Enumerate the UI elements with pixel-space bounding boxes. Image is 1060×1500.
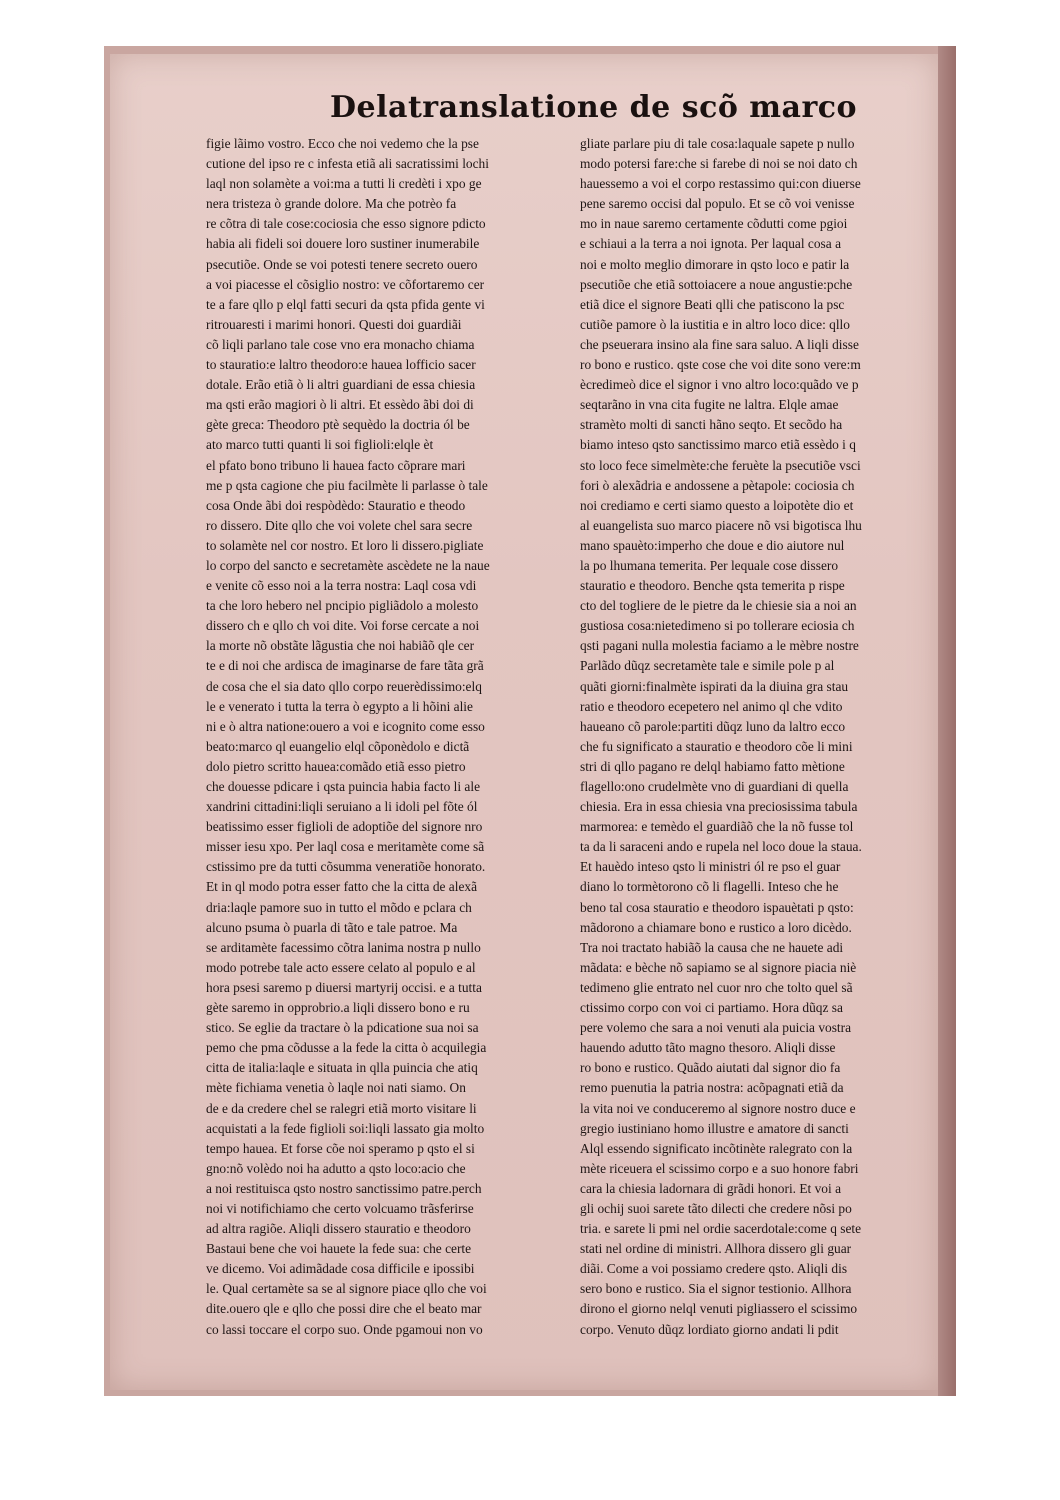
text-line: al euangelista suo marco piacere nõ vsi bigotisca lhu bbox=[580, 517, 862, 533]
text-line: ni e ò altra natione:ouero a voi e icognito come esso bbox=[206, 718, 485, 734]
text-line: a noi restituisca qsto nostro sanctissimo patre.perch bbox=[206, 1180, 482, 1196]
text-line: modo potrebe tale acto essere celato al populo e al bbox=[206, 959, 476, 975]
text-line: to stauratio:e laltro theodoro:e hauea lofficio sacer bbox=[206, 357, 476, 373]
text-line: gno:nõ volèdo noi ha adutto a qsto loco:acio che bbox=[206, 1160, 466, 1176]
text-line: pene saremo occisi dal populo. Et se cõ voi venisse bbox=[580, 196, 855, 212]
text-line: te a fare qllo p elql fatti securi da qsta pfida gente vi bbox=[206, 296, 485, 312]
text-line: mète riceuera el scissimo corpo e a suo honore fabri bbox=[580, 1160, 859, 1176]
text-line: dolo pietro scritto hauea:comãdo etiã esso pietro bbox=[206, 758, 466, 774]
text-line: re cõtra di tale cose:cociosia che esso signore pdicto bbox=[206, 216, 486, 232]
text-line: dissero ch e qllo ch voi dite. Voi forse cercate a noi bbox=[206, 618, 480, 634]
text-line: ta che loro hebero nel pncipio pigliãdolo a molesto bbox=[206, 598, 479, 614]
text-line: ctissimo corpo con voi ci partiamo. Hora dũqz sa bbox=[580, 1000, 843, 1016]
text-line: cõ liqli parlano tale cose vno era monacho chiama bbox=[206, 336, 475, 352]
text-line: biamo inteso qsto sanctissimo marco etiã essèdo i q bbox=[580, 437, 856, 453]
text-line: mète fichiama venetia ò laqle noi nati siamo. On bbox=[206, 1080, 466, 1096]
text-line: Tra noi tractato habiãõ la causa che ne hauete adi bbox=[580, 939, 844, 955]
text-line: ratio e theodoro ecepetero nel animo ql che vdito bbox=[580, 698, 843, 714]
text-line: corpo. Venuto dũqz lordiato giorno andati li pdit bbox=[580, 1321, 839, 1337]
text-line: sto loco fece simelmète:che feruète la psecutiõe vsci bbox=[580, 457, 861, 473]
text-line: le e venerato i tutta la terra ò egypto a li hõini alie bbox=[206, 698, 473, 714]
text-line: Alql essendo significato incõtinète ralegrato con la bbox=[580, 1140, 853, 1156]
text-line: beno tal cosa stauratio e theodoro ispauètati p qsto: bbox=[580, 899, 854, 915]
text-line: de cosa che el sia dato qllo corpo reuerèdissimo:elq bbox=[206, 678, 482, 694]
text-line: diãi. Come a voi possiamo credere qsto. Aliqli dis bbox=[580, 1261, 848, 1277]
text-line: tempo hauea. Et forse cõe noi speramo p qsto el si bbox=[206, 1140, 475, 1156]
text-line: Et hauèdo inteso qsto li ministri ól re pso el guar bbox=[580, 859, 841, 875]
text-line: to solamète nel cor nostro. Et loro li dissero.pigliate bbox=[206, 537, 484, 553]
text-line: beato:marco ql euangelio elql cõponèdolo e dictã bbox=[206, 738, 470, 754]
text-line: la morte nõ obstãte lãgustia che noi habiãõ qle cer bbox=[206, 638, 475, 654]
text-line: ato marco tutti quanti li soi figlioli:elqle èt bbox=[206, 437, 434, 453]
text-line: tria. e sarete li pmi nel ordie sacerdotale:come q sete bbox=[580, 1221, 862, 1237]
text-line: qsti pagani nulla molestia faciamo a le mèbre nostre bbox=[580, 638, 859, 654]
text-line: se arditamète facessimo cõtra lanima nostra p nullo bbox=[206, 939, 481, 955]
text-line: acquistati a la fede figlioli soi:liqli lassato gia molto bbox=[206, 1120, 485, 1136]
scanned-page-frame bbox=[104, 46, 956, 1396]
text-line: etiã dice el signore Beati qlli che patiscono la psc bbox=[580, 296, 845, 312]
text-line: cto del togliere de le pietre da le chiesie sia a noi an bbox=[580, 598, 857, 614]
text-line: hora psesi saremo p diuersi martyrij occisi. e a tutta bbox=[206, 979, 482, 995]
text-line: noi crediamo e certi siamo questo a loipotète dio et bbox=[580, 497, 854, 513]
text-line: ma qsti erão magiori ò li altri. Et essèdo ãbi doi di bbox=[206, 397, 474, 413]
text-line: cstissimo pre da tutti cõsumma veneratiõe honorato. bbox=[206, 859, 486, 875]
text-line: gliate parlare piu di tale cosa:laquale sapete p nullo bbox=[580, 136, 855, 151]
text-line: sero bono e rustico. Sia el signor testionio. Allhora bbox=[580, 1281, 852, 1297]
book-leaf bbox=[110, 54, 938, 1390]
text-line: pemo che pma cõdusse a la fede la citta ò acquilegia bbox=[206, 1040, 487, 1056]
text-line: mãdata: e bèche nõ sapiamo se al signore piacia niè bbox=[580, 959, 857, 975]
text-line: psecutiõe. Onde se voi potesti tenere secreto ouero bbox=[206, 256, 478, 272]
text-line: habia ali fideli soi douere loro sustiner inumerabile bbox=[206, 236, 480, 252]
text-line: el pfato bono tribuno li hauea facto cõprare mari bbox=[206, 457, 466, 473]
text-line: cosa Onde ãbi doi respòdèdo: Stauratio e theodo bbox=[206, 497, 466, 513]
text-line: dotale. Erão etiã ò li altri guardiani de essa chiesia bbox=[206, 377, 476, 393]
text-line: laql non solamète a voi:ma a tutti li credèti i xpo ge bbox=[206, 176, 482, 192]
text-line: ro bono e rustico. Quãdo aiutati dal signor dio fa bbox=[580, 1060, 841, 1076]
text-line: ritrouaresti i marimi honori. Questi doi guardiãi bbox=[206, 316, 462, 332]
text-line: misser iesu xpo. Per laql cosa e meritamète come sã bbox=[206, 839, 485, 855]
running-header: Delatranslatione de scõ marco bbox=[330, 90, 858, 125]
text-line: Bastaui bene che voi hauete la fede sua: che certe bbox=[206, 1241, 472, 1257]
text-line: dirono el giorno nelql venuti pigliassero el scissimo bbox=[580, 1301, 858, 1317]
text-line: ad altra ragiõe. Aliqli dissero stauratio e theodoro bbox=[206, 1221, 471, 1237]
text-line: gregio iustiniano homo illustre e amatore di sancti bbox=[580, 1120, 849, 1136]
text-line: hauessemo a voi el corpo restassimo qui:con diuerse bbox=[580, 176, 861, 192]
text-line: stati nel ordine di ministri. Allhora dissero gli guar bbox=[580, 1241, 852, 1257]
text-line: de e da credere chel se ralegri etiã morto visitare li bbox=[206, 1100, 477, 1116]
text-line: diano lo tormètorono cõ li flagelli. Inteso che he bbox=[580, 879, 839, 895]
text-line: marmorea: e temèdo el guardiãõ che la nõ fusse tol bbox=[580, 819, 854, 835]
text-line: quãti giorni:finalmète ispirati da la diuina gra stau bbox=[580, 678, 849, 694]
text-line: noi e molto meglio dimorare in qsto loco e patir la bbox=[580, 256, 850, 272]
text-line: che fu significato a stauratio e theodoro cõe li mini bbox=[580, 738, 853, 754]
text-line: cara la chiesia ladornara di grãdi honori. Et voi a bbox=[580, 1180, 842, 1196]
text-line: psecutiõe che etiã sottoiacere a noue angustie:pche bbox=[580, 276, 853, 292]
text-line: tedimeno glie entrato nel cuor nro che tolto quel sã bbox=[580, 979, 853, 995]
text-line: che douesse pdicare i qsta puincia habia facto li ale bbox=[206, 779, 481, 794]
text-line: hauendo adutto tãto magno thesoro. Aliqli disse bbox=[580, 1040, 836, 1056]
text-line: mãdorono a chiamare bono e rustico a loro dicèdo. bbox=[580, 919, 852, 935]
text-line: Et in ql modo potra esser fatto che la citta de alexã bbox=[206, 879, 478, 895]
text-line: flagello:ono crudelmète vno di guardiani di quella bbox=[580, 779, 849, 794]
text-line: mano spauèto:imperho che doue e dio aiutore nul bbox=[580, 537, 845, 553]
left-text-column bbox=[206, 134, 572, 1340]
text-line: mo in naue saremo certamente cõdutti come pgioi bbox=[580, 216, 848, 232]
text-line: pere volemo che sara a noi venuti ala puicia vostra bbox=[580, 1020, 852, 1036]
text-line: dite.ouero qle e qllo che possi dire che el beato mar bbox=[206, 1301, 482, 1317]
text-line: gustiosa cosa:nietedimeno si po tollerare eciosia ch bbox=[580, 618, 855, 634]
text-line: ro dissero. Dite qllo che voi volete chel sara secre bbox=[206, 517, 473, 533]
text-line: seqtarãno in vna cita fugite ne laltra. Elqle amae bbox=[580, 397, 839, 413]
text-line: figie lãimo vostro. Ecco che noi vedemo che la pse bbox=[206, 136, 479, 151]
text-line: ècredimeò dice el signor i vno altro loco:quãdo ve p bbox=[580, 377, 859, 393]
text-line: gète saremo in opprobrio.a liqli dissero bono e ru bbox=[206, 1000, 470, 1016]
text-line: citta de italia:laqle e situata in qlla puincia che atiq bbox=[206, 1060, 478, 1076]
text-line: alcuno psuma ò puarla di tãto e tale patroe. Ma bbox=[206, 919, 458, 935]
text-line: co lassi toccare el corpo suo. Onde pgamoui non vo bbox=[206, 1321, 483, 1337]
text-line: me p qsta cagione che piu facilmète li parlasse ò tale bbox=[206, 477, 488, 493]
text-line: remo puenutia la patria nostra: acõpagnati etiã da bbox=[580, 1080, 844, 1096]
text-line: beatissimo esser figlioli de adoptiõe del signore nro bbox=[206, 819, 483, 835]
text-line: lo corpo del sancto e secretamète ascèdete ne la naue bbox=[206, 557, 490, 573]
text-line: ta da li saraceni ando e rupela nel loco doue la staua. bbox=[580, 839, 862, 855]
text-line: fori ò alexãdria e andossene a pètapole: cociosia ch bbox=[580, 477, 855, 493]
text-line: stramèto molti di sancti hãno seqto. Et secõdo ha bbox=[580, 417, 843, 433]
text-line: chiesia. Era in essa chiesia vna preciosissima tabula bbox=[580, 799, 858, 815]
text-line: la po lhumana temerita. Per lequale cose dissero bbox=[580, 557, 839, 573]
text-line: e schiaui a la terra a noi ignota. Per laqual cosa a bbox=[580, 236, 842, 252]
text-line: haueano cõ parole:partiti dũqz luno da laltro ecco bbox=[580, 718, 846, 734]
text-line: xandrini cittadini:liqli seruiano a li idoli pel fõte ól bbox=[206, 799, 478, 815]
text-line: ro bono e rustico. qste cose che voi dite sono vere:m bbox=[580, 357, 861, 373]
text-line: stri di qllo pagano re delql habiamo fatto mètione bbox=[580, 758, 845, 774]
text-line: noi vi notifichiamo che certo volcuamo trãsferirse bbox=[206, 1200, 474, 1216]
text-line: Parlãdo dũqz secretamète tale e simile pole p al bbox=[580, 658, 835, 674]
text-line: dria:laqle pamore suo in tutto el mõdo e pclara ch bbox=[206, 899, 472, 915]
text-line: cutiõe pamore ò la iustitia e in altro loco dice: qllo bbox=[580, 316, 850, 332]
text-line: gète greca: Theodoro ptè sequèdo la doctria ól be bbox=[206, 417, 470, 433]
text-line: e venite cõ esso noi a la terra nostra: Laql cosa vdi bbox=[206, 578, 477, 594]
text-line: ve dicemo. Voi adimãdade cosa difficile e ipossibi bbox=[206, 1261, 475, 1277]
text-line: stico. Se eglie da tractare ò la pdicatione sua noi sa bbox=[206, 1020, 479, 1036]
text-line: modo potersi fare:che si farebe di noi se noi dato ch bbox=[580, 156, 858, 172]
text-line: che pseuerara insino ala fine sara saluo. A liqli disse bbox=[580, 336, 859, 352]
text-line: cutione del ipso re c infesta etiã ali sacratissimi lochi bbox=[206, 156, 489, 172]
right-text-column bbox=[580, 134, 946, 1340]
text-line: la vita noi ve conduceremo al signore nostro duce e bbox=[580, 1100, 856, 1116]
text-line: nera tristeza ò grande dolore. Ma che potrèo fa bbox=[206, 196, 457, 212]
text-line: le. Qual certamète sa se al signore piace qllo che voi bbox=[206, 1281, 487, 1297]
text-line: te e di noi che ardisca de imaginarse de fare tãta grã bbox=[206, 658, 484, 674]
text-line: stauratio e theodoro. Benche qsta temerita p rispe bbox=[580, 578, 845, 594]
text-line: gli ochij suoi sarete tãto dilecti che credere nõsi po bbox=[580, 1200, 852, 1216]
text-line: a voi piacesse el cõsiglio nostro: ve cõfortaremo cer bbox=[206, 276, 485, 292]
